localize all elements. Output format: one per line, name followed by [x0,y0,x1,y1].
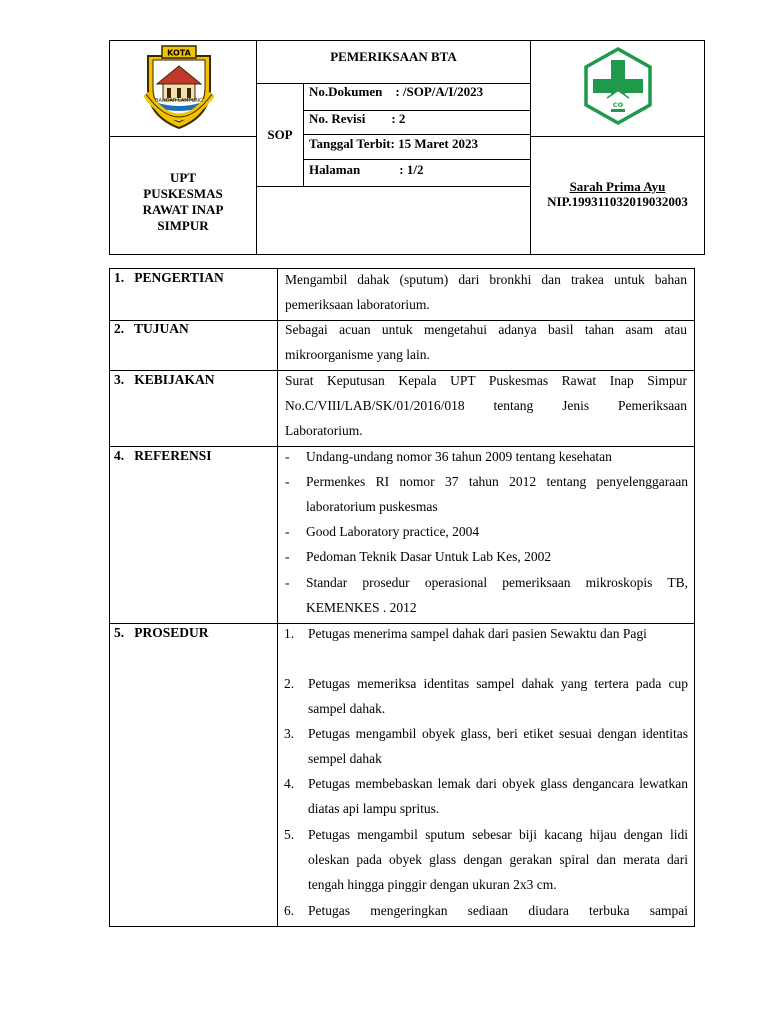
list-number: 2. [284,676,295,691]
issue-date: Tanggal Terbit: 15 Maret 2023 [309,136,479,151]
list-number: 1. [284,626,295,641]
list-marker: - [285,524,290,539]
sop-label: SOP [267,127,293,142]
list-number: 3. [284,726,295,741]
puskesmas-logo [581,46,655,126]
section-title-kebijakan: 3. KEBIJAKAN [114,372,215,387]
section-title-prosedur: 5. PROSEDUR [114,625,209,640]
section-text-tujuan: Sebagai acuan untuk mengetahui adanya basil tahan asam atau mikroorganisme yang lain. [285,322,687,362]
reference-item: Good Laboratory practice, 2004 [306,524,480,539]
revision-number: No. Revisi : 2 [309,111,406,126]
procedure-step: Petugas mengeringkan sediaan diudara terbuka sampai [308,903,688,918]
procedure-step: Petugas mengambil obyek glass, beri etiket sesuai dengan identitas sempel dahak [308,726,688,766]
procedure-step: Petugas membebaskan lemak dari obyek glass dengancara lewatkan diatas api lampu spritus. [308,776,688,816]
kota-bandar-lampung-logo [140,44,218,130]
section-title-pengertian: 1. PENGERTIAN [114,270,224,285]
list-number: 6. [284,903,295,918]
section-title-referensi: 4. REFERENSI [114,448,212,463]
document-title: PEMERIKSAAN BTA [330,49,457,64]
signer-name: Sarah Prima Ayu [569,179,666,194]
list-number: 4. [284,776,295,791]
procedure-step: Petugas memeriksa identitas sampel dahak yang tertera pada cup sampel dahak. [308,676,688,716]
reference-item: Pedoman Teknik Dasar Untuk Lab Kes, 2002 [306,549,552,564]
reference-item: Standar prosedur operasional pemeriksaan mikroskopis TB, KEMENKES . 2012 [306,575,688,615]
signer-nip: NIP.199311032019032003 [547,194,688,209]
list-number: 5. [284,827,295,842]
list-marker: - [285,474,290,489]
list-marker: - [285,449,290,464]
reference-item: Undang-undang nomor 36 tahun 2009 tentang kesehatan [306,449,612,464]
organization-name: UPT PUSKESMAS RAWAT INAP SIMPUR [142,170,224,233]
reference-item: Permenkes RI nomor 37 tahun 2012 tentang penyelenggaraan laboratorium puskesmas [306,474,688,514]
page-number: Halaman : 1/2 [309,162,424,177]
svg-text:CO: CO [612,101,624,109]
svg-text:KOTA: KOTA [167,48,191,58]
document-number: No.Dokumen : /SOP/A/I/2023 [309,84,484,99]
section-title-tujuan: 2. TUJUAN [114,321,189,336]
logo-bottom-text: BANDAR LAMPUNG [155,98,203,104]
procedure-step: Petugas menerima sampel dahak dari pasien Sewaktu dan Pagi [308,626,647,641]
procedure-step: Petugas mengambil sputum sebesar biji kacang hijau dengan lidi oleskan pada obyek glass dengan gerakan spiral dan merata dari tengah hingga pinggir dengan ukuran 2x3 cm. [308,827,688,892]
section-text-kebijakan: Surat Keputusan Kepala UPT Puskesmas Rawat Inap Simpur No.C/VIII/LAB/SK/01/2016/018 tentang Jenis Pemeriksaan Laboratorium. [285,373,687,438]
list-marker: - [285,549,290,564]
section-text-pengertian: Mengambil dahak (sputum) dari bronkhi dan trakea untuk bahan pemeriksaan laboratorium. [285,272,687,312]
list-marker: - [285,575,290,590]
